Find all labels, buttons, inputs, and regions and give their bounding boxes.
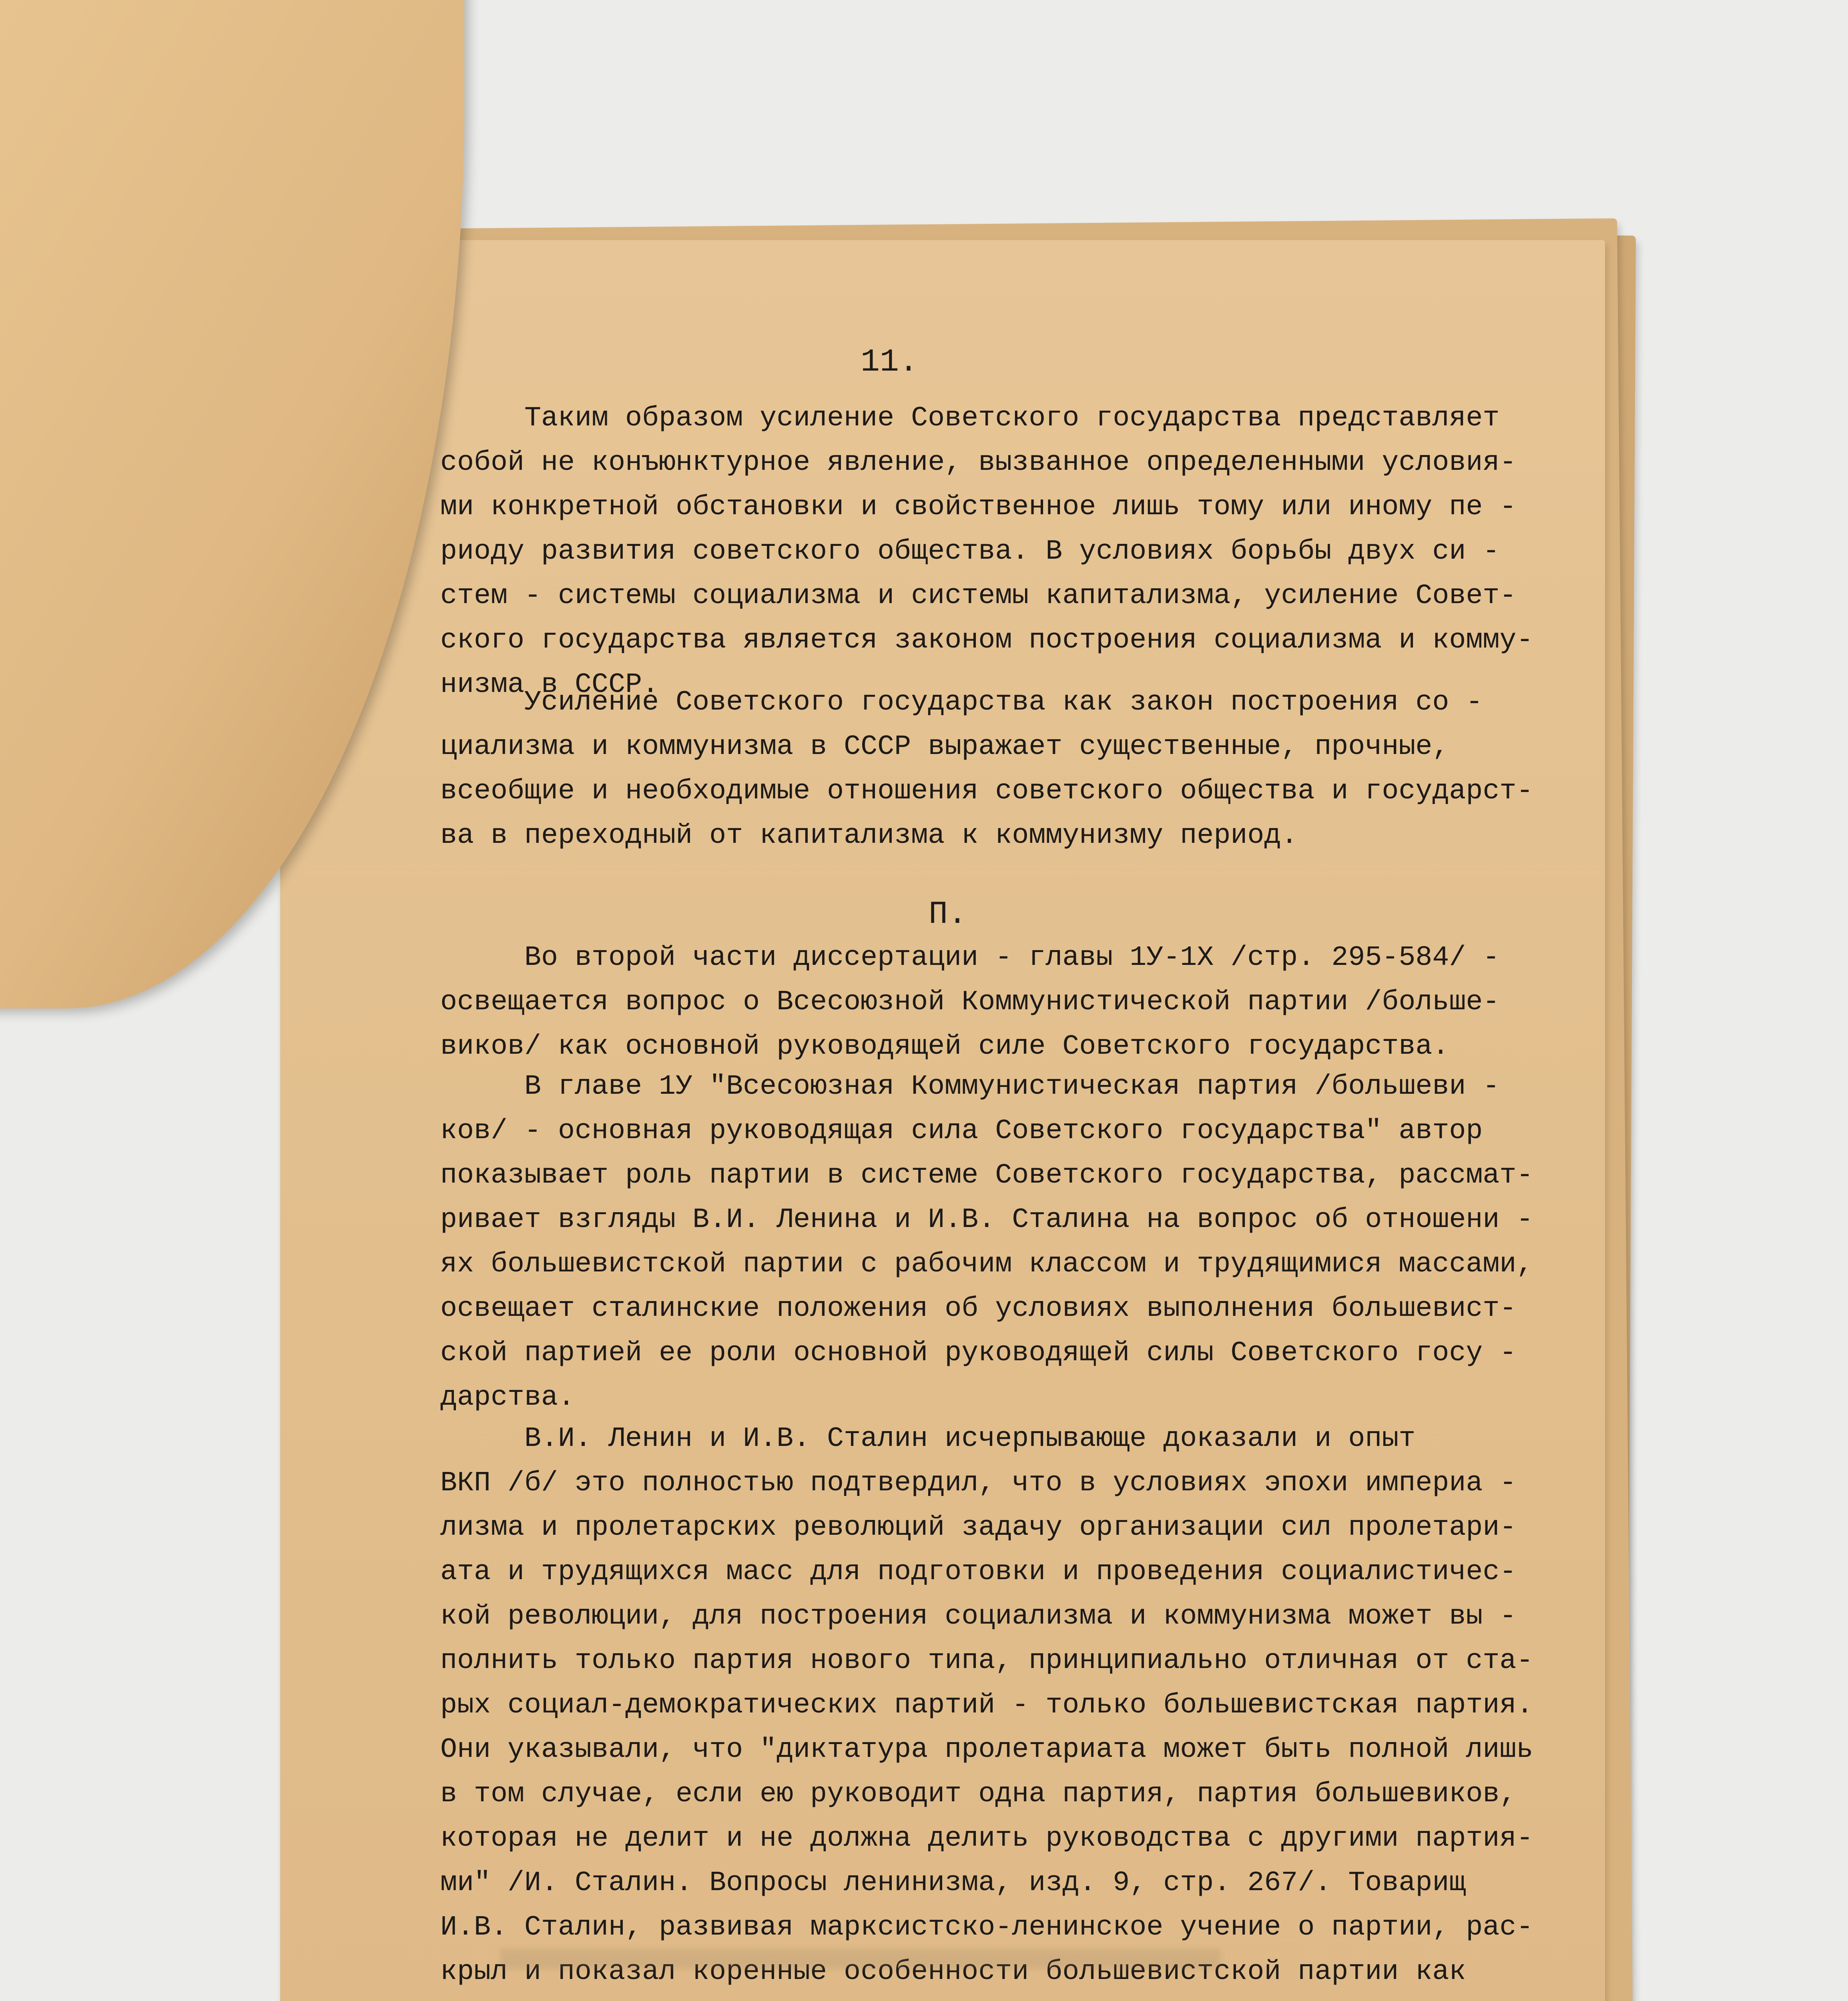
text-line: которая не делит и не должна делить руководства с другими партия- [440,1823,1533,1855]
text-line: всеобщие и необходимые отношения советского общества и государст- [440,776,1533,807]
text-line: И.В. Сталин, развивая марксистско-ленинское учение о партии, рас- [440,1912,1533,1943]
text-line: виков/ как основной руководящей силе Советского государства. [440,1031,1449,1063]
text-line: собой не конъюнктурное явление, вызванное определенными условия- [440,447,1517,479]
text-line: ми конкретной обстановки и свойственное лишь тому или иному пе - [440,491,1517,523]
text-line: освещает сталинские положения об условиях выполнения большевист- [440,1293,1517,1325]
text-line: показывает роль партии в системе Советского государства, рассмат- [440,1160,1533,1191]
text-line: В.И. Ленин и И.В. Сталин исчерпывающе доказали и опыт [524,1423,1416,1455]
text-line: низма в СССР. [440,669,659,701]
text-line: ми" /И. Сталин. Вопросы ленинизма, изд. 9, стр. 267/. Товарищ [440,1867,1466,1899]
text-line: Во второй части диссертации - главы 1У-1Х /стр. 295-584/ - [524,942,1500,974]
text-line: ривает взгляды В.И. Ленина и И.В. Сталина на вопрос об отношени - [440,1204,1533,1236]
text-line: ата и трудящихся масс для подготовки и проведения социалистичес- [440,1556,1517,1588]
text-line: ской партией ее роли основной руководящей силы Советского госу - [440,1337,1517,1369]
text-line: В главе 1У "Всесоюзная Коммунистическая партия /большеви - [524,1071,1500,1103]
paragraph-2 [440,680,1533,858]
page-number: 11. [861,344,919,381]
section-heading: П. [929,896,967,933]
paragraph-4 [440,1065,1533,1420]
left-page-blurred-text [32,0,464,170]
text-line: лизма и пролетарских революций задачу организации сил пролетари- [440,1512,1517,1544]
text-line: освещается вопрос о Всесоюзной Коммунистической партии /больше- [440,986,1500,1018]
text-line: стем - системы социализма и системы капитализма, усиление Совет- [440,580,1517,612]
text-line: ях большевистской партии с рабочим классом и трудящимися массами, [440,1249,1533,1280]
text-line: полнить только партия нового типа, принципиально отличная от ста- [440,1645,1533,1677]
text-line: ва в переходный от капитализма к коммунизму период. [440,820,1298,852]
text-line: ков/ - основная руководящая сила Советского государства" автор [440,1115,1483,1147]
text-line: рых социал-демократических партий - только большевистская партия. [440,1690,1533,1721]
text-line: ского государства является законом построения социализма и комму- [440,625,1533,656]
text-line: ВКП /б/ это полностью подтвердил, что в условиях эпохи империа - [440,1468,1517,1499]
text-line: кой революции, для построения социализма и коммунизма может вы - [440,1601,1517,1632]
paragraph-1 [440,396,1533,707]
faint-bleed-through [500,1949,1221,1969]
text-line: Усиление Советского государства как закон построения со - [524,687,1483,718]
text-line: дарства. [440,1382,575,1414]
text-line: Они указывали, что "диктатура пролетариата может быть полной лишь [440,1734,1533,1766]
paragraph-3 [440,936,1513,1069]
text-line: риоду развития советского общества. В условиях борьбы двух си - [440,536,1500,567]
text-line: крыл и показал коренные особенности большевистской партии как [440,1956,1466,1988]
text-line: циализма и коммунизма в СССР выражает существенные, прочные, [440,731,1449,763]
text-line: Таким образом усиление Советского государства представляет [524,403,1500,434]
text-line: в том случае, если ею руководит одна партия, партия большевиков, [440,1778,1517,1810]
paragraph-5 [440,1417,1533,1994]
